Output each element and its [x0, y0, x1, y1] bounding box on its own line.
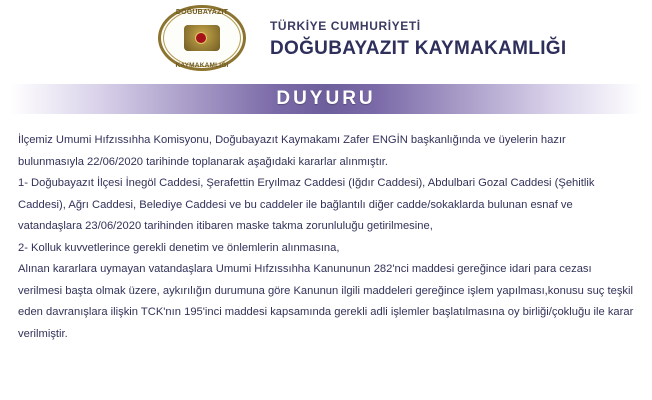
turkish-state-emblem-icon [158, 5, 250, 75]
announcement-paragraph: 1- Doğubayazıt İlçesi İnegöl Caddesi, Şerafettin Eryılmaz Caddesi (Iğdır Caddesi), Abdulbari Gozal Caddesi (Şehitlik Caddesi), Ağrı Caddesi, Belediye Caddesi ve bu caddeler ile bağlantılı diğer cadde/sokaklarda bulunan esnaf ve vatandaşlara 23/06/2020 tarihinden itibaren maske takma zorunluluğu getirilmesine, [18, 177, 595, 232]
document-header [0, 0, 652, 78]
announcement-paragraph: 2- Kolluk kuvvetlerince gerekli denetim ve önlemlerin alınmasına, [18, 241, 340, 254]
page-title: DOĞUBAYAZIT KAYMAKAMLIĞI [270, 37, 567, 59]
announcement-body [0, 114, 652, 345]
republic-title: TÜRKİYE CUMHURİYETİ [270, 18, 421, 33]
emblem-crest-icon [184, 25, 220, 51]
banner [10, 84, 642, 114]
announcement-paragraph: İlçemiz Umumi Hıfzıssıhha Komisyonu, Doğubayazıt Kaymakamı Zafer ENGİN başkanlığında ve üyelerin hazır bulunmasıyla 22/06/2020 tarihinde toplanarak aşağıdaki kararlar alınmıştır. [18, 134, 566, 168]
announcement-paragraph: Alınan kararlara uymayan vatandaşlara Umumi Hıfzıssıhha Kanununun 282'nci maddesi gereğince idari para cezası verilmesi başta olmak üzere, aykırılığın durumuna göre Kanunun ilgili maddeleri gereğince işlem yapılması,konusu suç teşkil eden davranışlara ilişkin TCK'nın 195'inci maddesi kapsamında gerekli adli işlemler başlatılmasına oy birliği/çokluğu ile karar verilmiştir. [18, 263, 634, 340]
banner-title: DUYURU [276, 88, 376, 109]
header-titles [270, 19, 566, 60]
emblem-top-label: DOĞUBAYAZIT [175, 9, 229, 16]
emblem-bottom-label: KAYMAKAMLIĞI [175, 62, 229, 69]
